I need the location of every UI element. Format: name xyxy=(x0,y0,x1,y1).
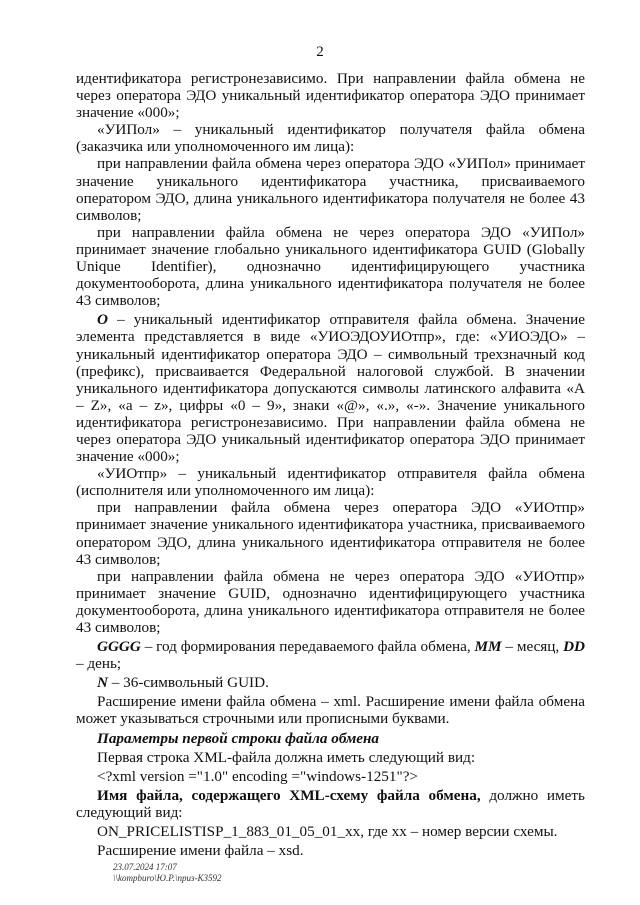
paragraph-text: – год формирования передаваемого файла обмена, xyxy=(140,638,475,656)
term-mm: MM xyxy=(474,638,502,656)
bold-phrase: Имя файла, содержащего XML-схему файла обмена, xyxy=(97,786,481,804)
term-o: O xyxy=(97,311,108,329)
paragraph: «УИОтпр» – уникальный идентификатор отправителя файла обмена (исполнителя или уполномоченного им лица): xyxy=(76,465,585,500)
paragraph-text: – уникальный идентификатор отправителя файла обмена. Значение элемента представляется в виде «УИОЭДОУИОтпр», где: «УИОЭДО» – уникальный идентификатор оператора ЭДО – символьный трехзначный код (префикс), присваивается Федеральной налоговой службой. В значении уникального идентификатора допускаются символы латинского алфавита «A – Z», «a – z», цифры «0 – 9», знаки «@», «.», «-». Значение уникального идентификатора регистронезависимо. При направлении файла обмена не через оператора ЭДО уникальный идентификатор оператора ЭДО принимает значение «000»; xyxy=(76,311,585,466)
paragraph: идентификатора регистронезависимо. При направлении файла обмена не через оператора ЭДО уникальный идентификатор оператора ЭДО принимает значение «000»; xyxy=(76,70,585,122)
footer-date: 23.07.2024 17:07 xyxy=(113,862,177,872)
paragraph: Расширение имени файла – xsd. xyxy=(97,842,304,860)
paragraph-text: – месяц, xyxy=(501,638,564,656)
paragraph: «УИПол» – уникальный идентификатор получателя файла обмена (заказчика или уполномоченного им лица): xyxy=(76,121,585,156)
paragraph-text: должно иметь следующий вид: xyxy=(76,786,585,821)
term-dd: DD xyxy=(563,638,585,656)
paragraph xyxy=(76,638,585,672)
paragraph-text: – день; xyxy=(76,655,122,673)
section-heading: Параметры первой строки файла обмена xyxy=(97,729,380,747)
paragraph xyxy=(76,787,585,821)
paragraph: при направлении файла обмена через оператора ЭДО «УИПол» принимает значение уникального идентификатора участника, присваиваемого оператором ЭДО, длина уникального идентификатора получателя не более 43 символов; xyxy=(76,155,585,224)
paragraph: Первая строка XML-файла должна иметь следующий вид: xyxy=(97,748,476,766)
term-n: N xyxy=(97,674,108,692)
paragraph xyxy=(76,311,585,465)
paragraph: Расширение имени файла обмена – xml. Расширение имени файла обмена может указываться строчными или прописными буквами. xyxy=(76,693,585,728)
paragraph-text: – 36-символьный GUID. xyxy=(107,674,269,692)
paragraph: при направлении файла обмена не через оператора ЭДО «УИОтпр» принимает значение GUID, однозначно идентифицирующего участника документооборота, длина уникального идентификатора отправителя не более 43 символов; xyxy=(76,567,585,636)
xml-declaration: <?xml version ="1.0" encoding ="windows-1251"?> xyxy=(97,767,418,785)
paragraph xyxy=(76,674,585,691)
paragraph: при направлении файла обмена через оператора ЭДО «УИОтпр» принимает значение уникального идентификатора участника, присваиваемого оператором ЭДО, длина уникального идентификатора отправителя не более 43 символов; xyxy=(76,499,585,568)
paragraph: при направлении файла обмена не через оператора ЭДО «УИПол» принимает значение глобально уникального идентификатора GUID (Globally Unique Identifier), однозначно идентифицирующего участника документооборота, длина уникального идентификатора получателя не более 43 символов; xyxy=(76,223,585,310)
document-body xyxy=(76,70,585,859)
footer-path: \\kompburo\Ю.Р.\приз-К3592 xyxy=(113,873,222,883)
term-gggg: GGGG xyxy=(97,638,141,656)
schema-filename: ON_PRICELISTISP_1_883_01_05_01_xx, где xx – номер версии схемы. xyxy=(97,823,558,841)
page-number: 2 xyxy=(316,44,324,60)
page-footer xyxy=(113,862,222,884)
